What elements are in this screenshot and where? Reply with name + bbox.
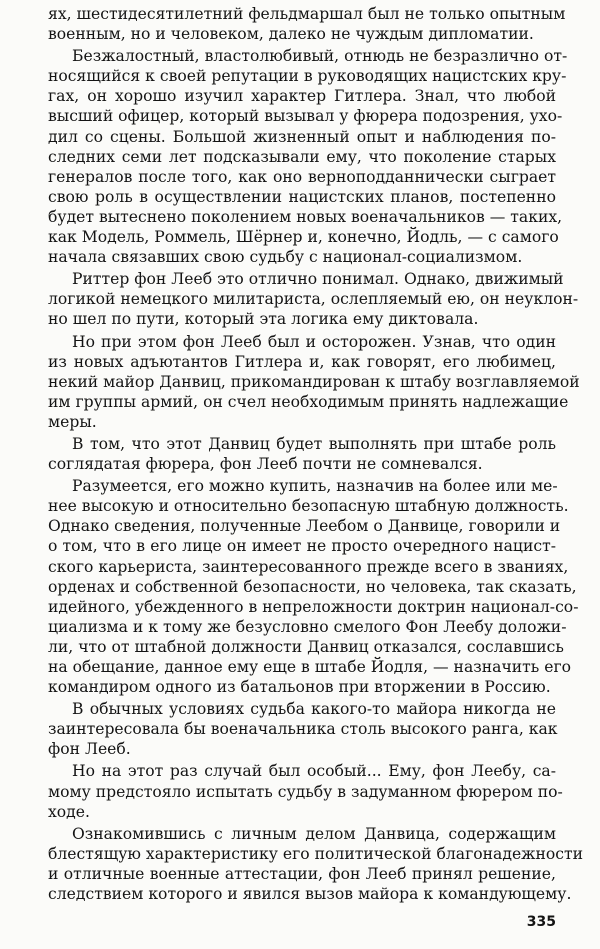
text-line: ях, шестидесятилетний фельдмаршал был не только опытным (48, 5, 566, 23)
text-line: командиром одного из батальонов при вторжении в Россию. (48, 678, 551, 697)
text-line: мому предстояло испытать судьбу в задуманном фюрером по- (48, 782, 563, 801)
text-line: на обещание, данное ему еще в штабе Йодля, — назначить его (48, 658, 572, 676)
text-line: идейного, убежденного в непреложности доктрин национал-со- (48, 597, 579, 616)
paragraph (48, 332, 580, 432)
paragraph (48, 434, 556, 474)
text-line: логикой немецкого милитариста, ослепляемый ею, он неуклон- (48, 290, 579, 309)
paragraph (48, 699, 556, 759)
text-line: и отличные военные аттестации, фон Лееб принял решение, (48, 864, 556, 883)
text-line: ли, что от штабной должности Данвиц отказался, сославшись (48, 637, 564, 656)
text-line: военным, но и человеком, далеко не чуждым дипломатии. (48, 25, 534, 44)
text-line: Ознакомившись с личным делом Данвица, содержащим (72, 824, 556, 843)
page-number: 335 (526, 914, 556, 930)
text-line: фон Лееб. (48, 740, 131, 759)
text-line: циализма и к тому же безусловно смелого Фон Леебу доложи- (48, 617, 567, 636)
paragraph (48, 761, 563, 821)
text-line: из новых адъютантов Гитлера и, как говорят, его любимец, (48, 352, 556, 371)
paragraph (48, 46, 568, 267)
text-line: ходе. (48, 802, 90, 821)
text-line: начала связавших свою судьбу с национал-социализмом. (48, 248, 523, 267)
text-line: Однако сведения, полученные Леебом о Данвице, говорили и (48, 517, 561, 536)
text-line: высший офицер, который вызывал у фюрера подозрения, ухо- (48, 107, 563, 126)
text-line: Безжалостный, властолюбивый, отнюдь не безразлично от- (72, 47, 568, 66)
paragraph (48, 269, 579, 329)
text-line: блестящую характеристику его политической благонадежности (48, 844, 584, 863)
paragraph (48, 824, 584, 904)
text-line: Но при этом фон Лееб был и осторожен. Узнав, что один (72, 332, 556, 351)
text-line: дил со сцены. Большой жизненный опыт и наблюдения по- (48, 127, 556, 146)
text-line: носящийся к своей репутации в руководящих нацистских кру- (48, 67, 567, 86)
paragraph (48, 476, 579, 697)
text-line: Разумеется, его можно купить, назначив на более или ме- (72, 477, 558, 496)
text-line: о том, что в его лице он имеет не просто очередного нацист- (48, 537, 556, 556)
paragraph (48, 4, 566, 44)
text-line: нее высокую и относительно безопасную штабную должность. (48, 497, 569, 516)
text-line: В обычных условиях судьба какого-то майора никогда не (72, 700, 556, 719)
text-body (48, 4, 584, 904)
text-line: Риттер фон Лееб это отлично понимал. Однако, движимый (72, 270, 564, 289)
text-line: ского карьериста, заинтересованного прежде всего в званиях, (48, 557, 569, 576)
text-line: некий майор Данвиц, прикомандирован к штабу возглавляемой (48, 372, 580, 391)
text-line: следних семи лет подсказывали ему, что поколение старых (48, 147, 556, 166)
text-line: будет вытеснено поколением новых военачальников — таких, (48, 207, 563, 226)
text-line: генералов после того, как оно верноподданнически сыграет (48, 167, 556, 186)
text-line: им группы армий, он счел необходимым принять надлежащие (48, 392, 569, 411)
text-line: орденах и собственной безопасности, но человека, так сказать, (48, 577, 577, 596)
text-line: заинтересовала бы военачальника столь высокого ранга, как (48, 720, 558, 739)
text-line: меры. (48, 412, 97, 431)
text-line: как Модель, Роммель, Шёрнер и, конечно, Йодль, — с самого (48, 228, 559, 247)
text-line: соглядатая фюрера, фон Лееб почти не сомневался. (48, 455, 483, 474)
text-line: В том, что этот Данвиц будет выполнять при штабе роль (72, 434, 556, 453)
text-line: следствием которого и явился вызов майора к командующему. (48, 885, 572, 904)
text-line: Но на этот раз случай был особый... Ему, фон Леебу, са- (72, 762, 556, 781)
text-line: свою роль в осуществлении нацистских планов, постепенно (48, 187, 556, 206)
text-line: гах, он хорошо изучил характер Гитлера. Знал, что любой (48, 87, 556, 106)
text-line: но шел по пути, который эта логика ему диктовала. (48, 310, 479, 329)
